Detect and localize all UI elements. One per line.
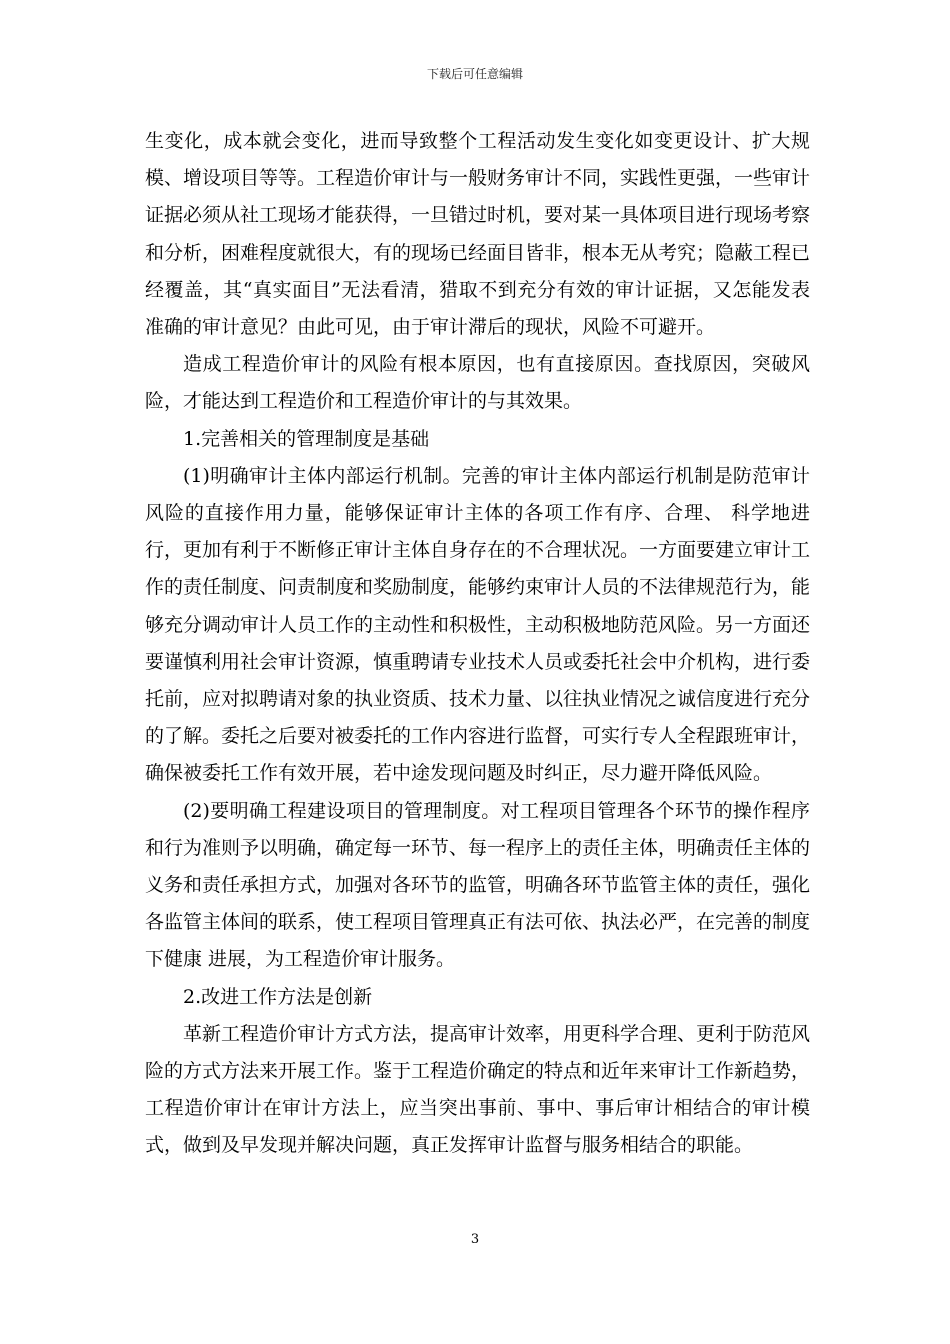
page-header: 下载后可任意编辑 [426,67,523,81]
section-heading-1: 1.完善相关的管理制度是基础 [183,427,430,450]
document-body [145,123,810,1165]
paragraph-project-management: (2)要明确工程建设项目的管理制度。对工程项目管理各个环节的操作程序和行为准则予以明确，确定每一环节、每一程序上的责任主体，明确责任主体的义务和责任承担方式，加强对各环节的监管，明确各环节监管主体的责任，强化各监管主体间的联系，使工程项目管理真正有法可依、执法必严，在完善的制度下健康 进展，为工程造价审计服务。 [145,799,811,971]
paragraph-risk-causes: 造成工程造价审计的风险有根本原因，也有直接原因。查找原因，突破风险，才能达到工程造价和工程造价审计的与其效果。 [145,353,810,413]
section-heading-2: 2.改进工作方法是创新 [183,985,373,1008]
paragraph-audit-mechanism: (1)明确审计主体内部运行机制。完善的审计主体内部运行机制是防范审计风险的直接作用力量，能够保证审计主体的各项工作有序、合理、 科学地进行，更加有利于不断修正审计主体自身存在的不合理状况。一方面要建立审计工作的责任制度、问责制度和奖励制度，能够约束审计人员的不法律规范行为，能够充分调动审计人员工作的主动性和积极性，主动积极地防范风险。另一方面还要谨慎利用社会审计资源，慎重聘请专业技术人员或委托社会中介机构，进行委托前，应对拟聘请对象的执业资质、技术力量、以往执业情况之诚信度进行充分的了解。委托之后要对被委托的工作内容进行监督，可实行专人全程跟班审计，确保被委托工作有效开展，若中途发现问题及时纠正，尽力避开降低风险。 [145,464,811,785]
paragraph-continuation: 生变化，成本就会变化，进而导致整个工程活动发生变化如变更设计、扩大规模、增设项目等等。工程造价审计与一般财务审计不同，实践性更强，一些审计证据必须从社工现场才能获得，一旦错过时机，要对某一具体项目进行现场考察和分析，困难程度就很大，有的现场已经面目皆非，根本无从考究；隐蔽工程已经覆盖，其“真实面目”无法看清，猎取不到充分有效的审计证据，又怎能发表准确的审计意见？由此可见，由于审计滞后的现状，风险不可避开。 [145,130,811,339]
page-number: 3 [470,1232,480,1247]
paragraph-work-methods: 革新工程造价审计方式方法，提高审计效率，用更科学合理、更利于防范风险的方式方法来开展工作。鉴于工程造价确定的特点和近年来审计工作新趋势，工程造价审计在审计方法上，应当突出事前、事中、事后审计相结合的审计模式，做到及早发现并解决问题，真正发挥审计监督与服务相结合的职能。 [145,1022,811,1157]
